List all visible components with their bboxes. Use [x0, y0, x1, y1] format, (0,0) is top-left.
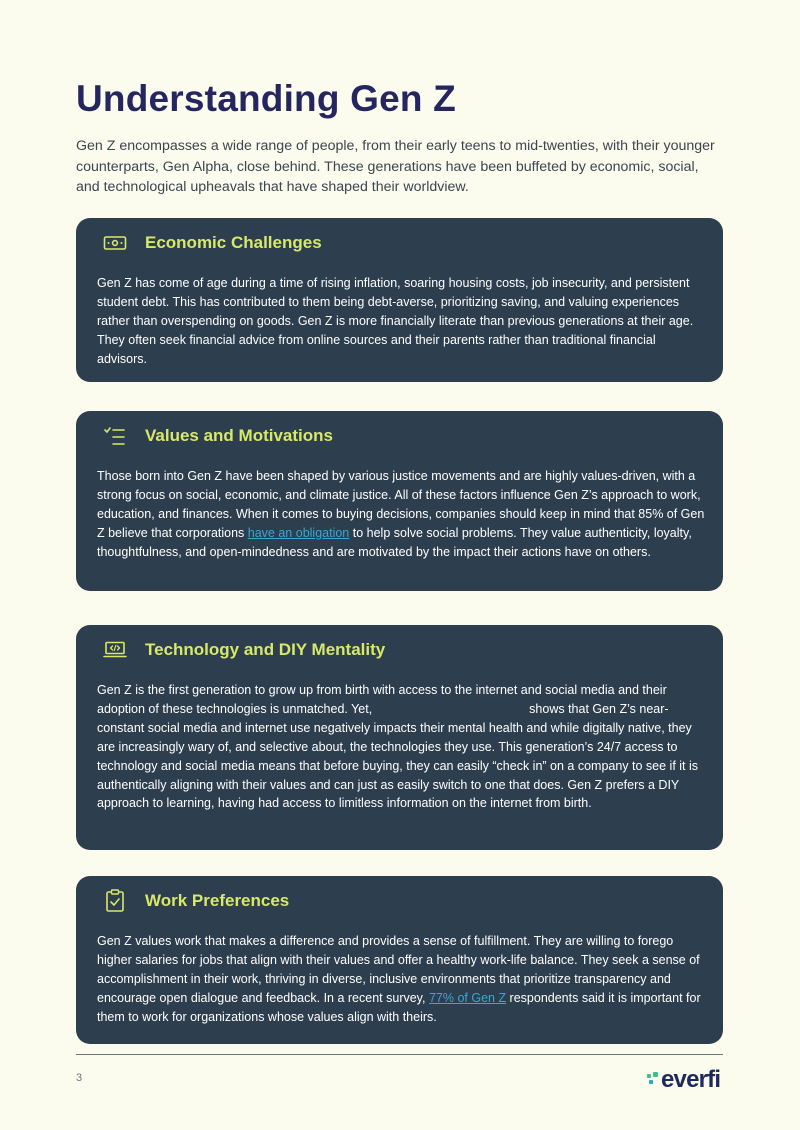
- card-body: [97, 467, 709, 562]
- obligation-link[interactable]: have an obligation: [247, 525, 350, 540]
- card-body-text: Those born into Gen Z have been shaped by various justice movements and are highly values-driven, with a strong focus on social, economic, and climate justice. All of these factors influence Gen Z’s approach to work, education, and finances. When it comes to buying decisions, companies should keep in mind that 85% of Gen Z believe that corporations: [97, 469, 705, 540]
- logo-text: everfi: [661, 1066, 721, 1093]
- card-work-preferences: [76, 876, 723, 1044]
- card-title: Economic Challenges: [145, 233, 322, 252]
- card-values-motivations: [76, 411, 723, 591]
- survey-link[interactable]: 77% of Gen Z: [428, 990, 507, 1005]
- clipboard-check-icon: [102, 890, 128, 912]
- card-body-text: to help solve social problems. They value authenticity, loyalty, thoughtfulness, and open-mindedness and are motivated by the impact their actions have on others.: [97, 525, 692, 559]
- page-number: 3: [76, 1072, 83, 1084]
- intro-paragraph: Gen Z encompasses a wide range of people, from their early teens to mid-twenties, with their younger counterparts, Gen Alpha, close behind. These generations have been buffeted by economic, social, and technological upheavals that have shaped their worldview.: [76, 138, 715, 195]
- page-title: Understanding Gen Z: [76, 78, 456, 119]
- card-body: [97, 932, 709, 1027]
- footer-divider: [76, 1054, 723, 1055]
- card-body: Gen Z has come of age during a time of rising inflation, soaring housing costs, job insecurity, and persistent student debt. This has contributed to them being debt-averse, prioritizing saving, and valuing experiences rather than overspending on goods. Gen Z is more financially literate than previous generations at their age. They often seek financial advice from online sources and their parents rather than traditional financial advisors.: [97, 276, 694, 366]
- everfi-dots-icon: [646, 1070, 660, 1092]
- card-economic-challenges: [76, 218, 723, 382]
- card-body-text: shows that Gen Z’s near-constant social media and internet use negatively impacts their mental health and while digitally native, they are increasingly wary of, and selective about, the technologies they use. This generation’s 24/7 access to technology and social media means that before buying, they can easily “check in” on a company to see if it is authentically aligning with their values and can just as easily switch to one that does. Gen Z prefers a DIY approach to learning, having had access to limitless information on the internet from birth.: [97, 701, 699, 811]
- card-title: Work Preferences: [145, 891, 290, 910]
- card-title: Values and Motivations: [145, 426, 333, 445]
- everfi-logo: [646, 1064, 720, 1092]
- card-body-text: Gen Z is the first generation to grow up from birth with access to the internet and social media and their adoption of these technologies is unmatched. Yet,: [97, 683, 667, 716]
- money-icon: [102, 232, 128, 254]
- checklist-icon: [102, 425, 128, 447]
- card-body-text: Gen Z values work that makes a difference and provides a sense of fulfillment. They are willing to forego higher salaries for jobs that align with their values and offer a healthy work-life balance. They seek a sense of accomplishment in their work, thriving in diverse, inclusive environments that prioritize transparency and encourage open dialogue and feedback. In a recent survey,: [97, 934, 700, 1005]
- card-body: [97, 681, 709, 813]
- laptop-code-icon: [102, 639, 128, 661]
- card-body-text: respondents said it is important for them to work for organizations whose values align with theirs.: [97, 990, 701, 1024]
- card-technology-diy: [76, 625, 723, 850]
- card-title: Technology and DIY Mentality: [145, 640, 386, 659]
